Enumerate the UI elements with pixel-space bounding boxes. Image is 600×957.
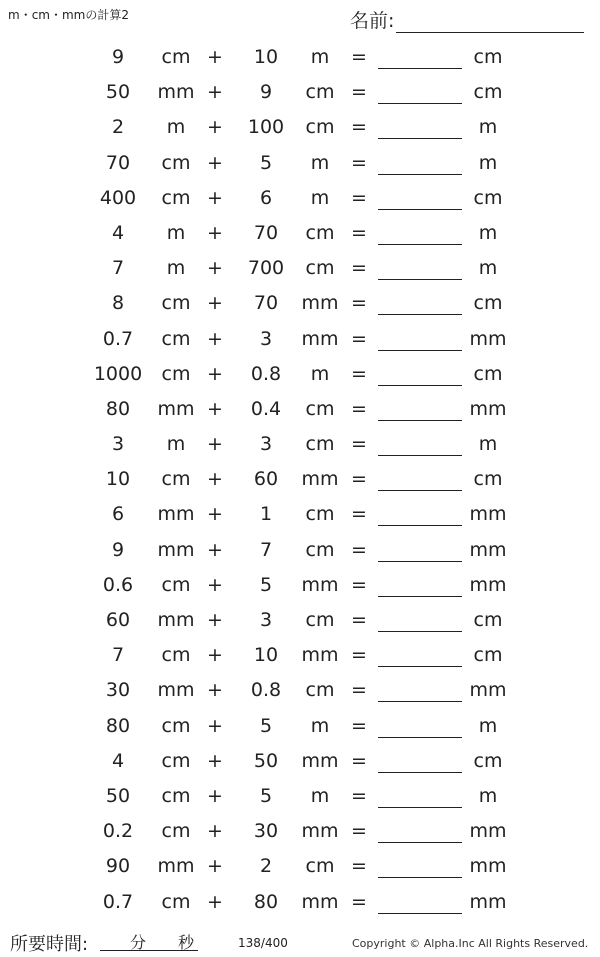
unit-a: mm: [157, 855, 195, 878]
answer-unit: mm: [469, 679, 507, 702]
minutes-label: 分: [130, 933, 147, 952]
answer-blank[interactable]: [378, 257, 462, 280]
operand-a: 7: [111, 257, 125, 280]
plus-sign: +: [207, 327, 223, 350]
unit-a: m: [166, 433, 186, 456]
answer-unit: m: [478, 714, 498, 737]
problem-row: [0, 462, 600, 497]
unit-b: m: [310, 784, 330, 807]
answer-blank[interactable]: [378, 468, 462, 491]
plus-sign: +: [207, 151, 223, 174]
seconds-label: 秒: [178, 933, 195, 952]
plus-sign: +: [207, 257, 223, 280]
problem-row: [0, 709, 600, 744]
problem-row: [0, 40, 600, 75]
problem-row: [0, 885, 600, 920]
answer-blank[interactable]: [378, 715, 462, 738]
answer-unit: mm: [469, 327, 507, 350]
equals-sign: =: [351, 81, 367, 104]
unit-a: cm: [161, 186, 191, 209]
answer-blank[interactable]: [378, 363, 462, 386]
unit-b: mm: [301, 327, 339, 350]
unit-a: cm: [161, 46, 191, 68]
problem-row: [0, 814, 600, 849]
equals-sign: =: [351, 186, 367, 209]
operand-b: 6: [259, 186, 273, 209]
equals-sign: =: [351, 257, 367, 280]
plus-sign: +: [207, 116, 223, 139]
plus-sign: +: [207, 362, 223, 385]
operand-a: 60: [105, 609, 131, 631]
answer-blank[interactable]: [378, 679, 462, 702]
operand-a: 50: [105, 784, 131, 807]
answer-unit: cm: [473, 46, 503, 68]
unit-a: mm: [157, 397, 195, 420]
answer-blank[interactable]: [378, 785, 462, 808]
equals-sign: =: [351, 679, 367, 702]
unit-b: mm: [301, 890, 339, 913]
problem-row: [0, 427, 600, 462]
problem-row: [0, 533, 600, 568]
problem-row: [0, 322, 600, 357]
answer-unit: mm: [469, 397, 507, 420]
unit-a: mm: [157, 503, 195, 526]
answer-unit: cm: [473, 362, 503, 385]
answer-unit: cm: [473, 81, 503, 104]
answer-unit: mm: [469, 890, 507, 913]
equals-sign: =: [351, 609, 367, 631]
unit-a: cm: [161, 151, 191, 174]
footer: [0, 928, 600, 954]
unit-a: cm: [161, 292, 191, 315]
operand-a: 400: [99, 186, 137, 209]
answer-unit: cm: [473, 292, 503, 315]
plus-sign: +: [207, 820, 223, 843]
answer-unit: mm: [469, 538, 507, 561]
equals-sign: =: [351, 46, 367, 68]
operand-a: 0.7: [102, 890, 134, 913]
answer-blank[interactable]: [378, 855, 462, 878]
operand-b: 5: [259, 784, 273, 807]
operand-b: 80: [253, 890, 279, 913]
operand-a: 90: [105, 855, 131, 878]
plus-sign: +: [207, 292, 223, 315]
answer-unit: mm: [469, 820, 507, 843]
operand-a: 50: [105, 81, 131, 104]
plus-sign: +: [207, 503, 223, 526]
plus-sign: +: [207, 784, 223, 807]
problem-row: [0, 146, 600, 181]
answer-blank[interactable]: [378, 503, 462, 526]
operand-a: 0.6: [102, 573, 134, 596]
problem-row: [0, 779, 600, 814]
unit-a: cm: [161, 644, 191, 667]
unit-b: m: [310, 46, 330, 68]
operand-b: 1: [259, 503, 273, 526]
unit-b: cm: [305, 397, 335, 420]
equals-sign: =: [351, 503, 367, 526]
operand-a: 0.2: [102, 820, 134, 843]
unit-b: m: [310, 362, 330, 385]
equals-sign: =: [351, 820, 367, 843]
problem-row: [0, 849, 600, 884]
unit-b: cm: [305, 609, 335, 631]
plus-sign: +: [207, 609, 223, 631]
answer-blank[interactable]: [378, 328, 462, 351]
answer-blank[interactable]: [378, 292, 462, 315]
equals-sign: =: [351, 433, 367, 456]
problem-row: [0, 286, 600, 321]
equals-sign: =: [351, 855, 367, 878]
answer-unit: m: [478, 116, 498, 139]
unit-a: cm: [161, 362, 191, 385]
answer-blank[interactable]: [378, 152, 462, 175]
problem-row: [0, 75, 600, 110]
operand-b: 30: [253, 820, 279, 843]
plus-sign: +: [207, 221, 223, 244]
operand-b: 5: [259, 714, 273, 737]
operand-a: 9: [111, 46, 125, 68]
unit-b: m: [310, 186, 330, 209]
answer-unit: mm: [469, 855, 507, 878]
answer-blank[interactable]: [378, 433, 462, 456]
operand-b: 10: [253, 644, 279, 667]
unit-b: mm: [301, 292, 339, 315]
unit-b: cm: [305, 221, 335, 244]
operand-b: 70: [253, 292, 279, 315]
unit-a: mm: [157, 538, 195, 561]
operand-b: 3: [259, 609, 273, 631]
operand-a: 80: [105, 397, 131, 420]
operand-b: 9: [259, 81, 273, 104]
answer-blank[interactable]: [378, 644, 462, 667]
problem-row: [0, 673, 600, 708]
answer-unit: cm: [473, 609, 503, 631]
equals-sign: =: [351, 890, 367, 913]
problem-row: [0, 251, 600, 286]
operand-b: 0.4: [250, 397, 282, 420]
operand-b: 3: [259, 433, 273, 456]
operand-a: 3: [111, 433, 125, 456]
operand-b: 0.8: [250, 362, 282, 385]
unit-b: cm: [305, 81, 335, 104]
operand-a: 7: [111, 644, 125, 667]
answer-blank[interactable]: [378, 222, 462, 245]
operand-b: 70: [253, 221, 279, 244]
unit-a: mm: [157, 679, 195, 702]
unit-a: cm: [161, 820, 191, 843]
unit-b: cm: [305, 503, 335, 526]
operand-b: 5: [259, 573, 273, 596]
operand-a: 4: [111, 749, 125, 772]
answer-unit: m: [478, 221, 498, 244]
answer-unit: m: [478, 433, 498, 456]
problem-row: [0, 497, 600, 532]
operand-b: 700: [247, 257, 285, 280]
unit-a: mm: [157, 81, 195, 104]
plus-sign: +: [207, 81, 223, 104]
unit-b: mm: [301, 468, 339, 491]
plus-sign: +: [207, 714, 223, 737]
operand-a: 10: [105, 468, 131, 491]
unit-a: cm: [161, 468, 191, 491]
answer-blank[interactable]: [378, 81, 462, 104]
operand-a: 8: [111, 292, 125, 315]
unit-a: m: [166, 257, 186, 280]
answer-unit: m: [478, 257, 498, 280]
operand-a: 9: [111, 538, 125, 561]
answer-blank[interactable]: [378, 46, 462, 69]
unit-b: cm: [305, 433, 335, 456]
answer-unit: mm: [469, 503, 507, 526]
unit-b: mm: [301, 573, 339, 596]
equals-sign: =: [351, 362, 367, 385]
unit-b: cm: [305, 855, 335, 878]
unit-b: mm: [301, 644, 339, 667]
problem-row: [0, 744, 600, 779]
problem-row: [0, 568, 600, 603]
problem-row: [0, 638, 600, 673]
operand-b: 0.8: [250, 679, 282, 702]
operand-b: 60: [253, 468, 279, 491]
answer-blank[interactable]: [378, 820, 462, 843]
operand-b: 50: [253, 749, 279, 772]
plus-sign: +: [207, 890, 223, 913]
answer-blank[interactable]: [378, 891, 462, 914]
answer-unit: cm: [473, 186, 503, 209]
answer-unit: cm: [473, 749, 503, 772]
answer-blank[interactable]: [378, 539, 462, 562]
operand-a: 70: [105, 151, 131, 174]
unit-b: cm: [305, 116, 335, 139]
plus-sign: +: [207, 433, 223, 456]
answer-blank[interactable]: [378, 116, 462, 139]
equals-sign: =: [351, 714, 367, 737]
problem-row: [0, 357, 600, 392]
equals-sign: =: [351, 221, 367, 244]
plus-sign: +: [207, 855, 223, 878]
worksheet-title: m・cm・mmの計算2: [8, 8, 129, 22]
unit-b: mm: [301, 749, 339, 772]
equals-sign: =: [351, 538, 367, 561]
equals-sign: =: [351, 397, 367, 420]
time-required-field[interactable]: [100, 930, 198, 951]
unit-a: mm: [157, 609, 195, 631]
problem-list: [0, 40, 600, 920]
operand-a: 6: [111, 503, 125, 526]
operand-b: 3: [259, 327, 273, 350]
unit-a: cm: [161, 890, 191, 913]
equals-sign: =: [351, 151, 367, 174]
equals-sign: =: [351, 749, 367, 772]
plus-sign: +: [207, 186, 223, 209]
equals-sign: =: [351, 468, 367, 491]
equals-sign: =: [351, 292, 367, 315]
operand-a: 30: [105, 679, 131, 702]
problem-row: [0, 603, 600, 638]
unit-a: m: [166, 116, 186, 139]
unit-a: cm: [161, 784, 191, 807]
unit-a: m: [166, 221, 186, 244]
unit-b: cm: [305, 257, 335, 280]
equals-sign: =: [351, 573, 367, 596]
unit-a: cm: [161, 573, 191, 596]
answer-blank[interactable]: [378, 609, 462, 632]
equals-sign: =: [351, 784, 367, 807]
equals-sign: =: [351, 327, 367, 350]
answer-unit: m: [478, 784, 498, 807]
answer-blank[interactable]: [378, 187, 462, 210]
operand-a: 1000: [93, 362, 143, 385]
plus-sign: +: [207, 468, 223, 491]
problem-row: [0, 110, 600, 145]
name-input-line[interactable]: [396, 12, 584, 33]
unit-b: m: [310, 714, 330, 737]
operand-a: 4: [111, 221, 125, 244]
plus-sign: +: [207, 749, 223, 772]
unit-a: cm: [161, 714, 191, 737]
answer-blank[interactable]: [378, 574, 462, 597]
plus-sign: +: [207, 397, 223, 420]
equals-sign: =: [351, 644, 367, 667]
time-required-label: 所要時間:: [10, 934, 89, 955]
operand-b: 10: [253, 46, 279, 68]
unit-a: cm: [161, 749, 191, 772]
problem-row: [0, 392, 600, 427]
copyright-text: Copyright © Alpha.Inc All Rights Reserved.: [352, 937, 589, 950]
plus-sign: +: [207, 644, 223, 667]
page-number: 138/400: [238, 936, 288, 950]
unit-b: mm: [301, 820, 339, 843]
answer-unit: m: [478, 151, 498, 174]
plus-sign: +: [207, 679, 223, 702]
operand-a: 0.7: [102, 327, 134, 350]
operand-a: 80: [105, 714, 131, 737]
answer-unit: cm: [473, 468, 503, 491]
answer-blank[interactable]: [378, 750, 462, 773]
operand-b: 7: [259, 538, 273, 561]
name-label: 名前:: [350, 10, 395, 32]
plus-sign: +: [207, 538, 223, 561]
operand-b: 5: [259, 151, 273, 174]
answer-blank[interactable]: [378, 398, 462, 421]
operand-b: 2: [259, 855, 273, 878]
problem-row: [0, 216, 600, 251]
unit-b: m: [310, 151, 330, 174]
equals-sign: =: [351, 116, 367, 139]
unit-a: cm: [161, 327, 191, 350]
unit-b: cm: [305, 538, 335, 561]
answer-unit: cm: [473, 644, 503, 667]
problem-row: [0, 181, 600, 216]
unit-b: cm: [305, 679, 335, 702]
name-area: [350, 6, 584, 33]
plus-sign: +: [207, 573, 223, 596]
operand-a: 2: [111, 116, 125, 139]
plus-sign: +: [207, 46, 223, 68]
answer-unit: mm: [469, 573, 507, 596]
operand-b: 100: [247, 116, 285, 139]
